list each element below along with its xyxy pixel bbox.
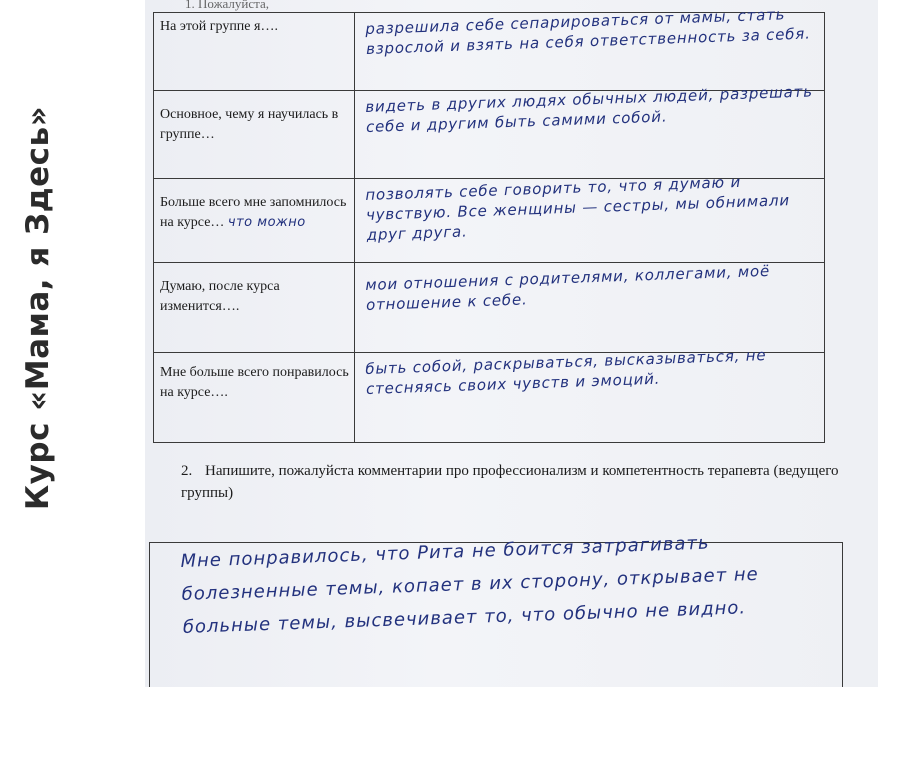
table-row: [154, 179, 825, 263]
table-row: [154, 13, 825, 91]
question-cell: Основное, чему я научилась в группе…: [154, 91, 355, 179]
question-cell: Больше всего мне запомнилось на курсе… что можно: [154, 179, 355, 263]
table-row: [154, 263, 825, 353]
comment-box: [149, 532, 843, 687]
answer-cell: позволять себе говорить то, что я думаю и чувствую. Все женщины — сестры, мы обнимали друг друга.: [355, 179, 825, 263]
question-cell: Мне больше всего понравилось на курсе….: [154, 353, 355, 443]
table-row: [154, 353, 825, 443]
answer-cell: быть собой, раскрываться, высказываться, не стесняясь своих чувств и эмоций.: [355, 353, 825, 443]
table-row: [154, 91, 825, 179]
answer-cell: разрешила себе сепарироваться от мамы, стать взрослой и взять на себя ответственность за себя.: [355, 13, 825, 91]
answer-cell: видеть в других людях обычных людей, разрешать себе и другим быть самими собой.: [355, 91, 825, 179]
question-2-text: Напишите, пожалуйста комментарии про профессионализм и компетентность терапевта (ведущего группы): [181, 463, 839, 501]
question-handwritten-note: что можно: [227, 215, 306, 230]
question-cell: Думаю, после курса изменится….: [154, 263, 355, 353]
question-2-number: 2.: [181, 463, 193, 479]
survey-sheet: [145, 0, 878, 687]
question-cell: На этой группе я….: [154, 13, 355, 91]
question-2: [181, 460, 841, 504]
header-fragment: 1. Пожалуйста,: [185, 0, 270, 11]
answer-cell: мои отношения с родителями, коллегами, моё отношение к себе.: [355, 263, 825, 353]
comment-text: Мне понравилось, что Рита не боится затрагивать болезненные темы, копает в их сторону, открывает не больные темы, высвечивает то, что обычно не видно.: [180, 532, 760, 638]
course-title: Курс «Мама, я Здесь»: [20, 105, 56, 511]
